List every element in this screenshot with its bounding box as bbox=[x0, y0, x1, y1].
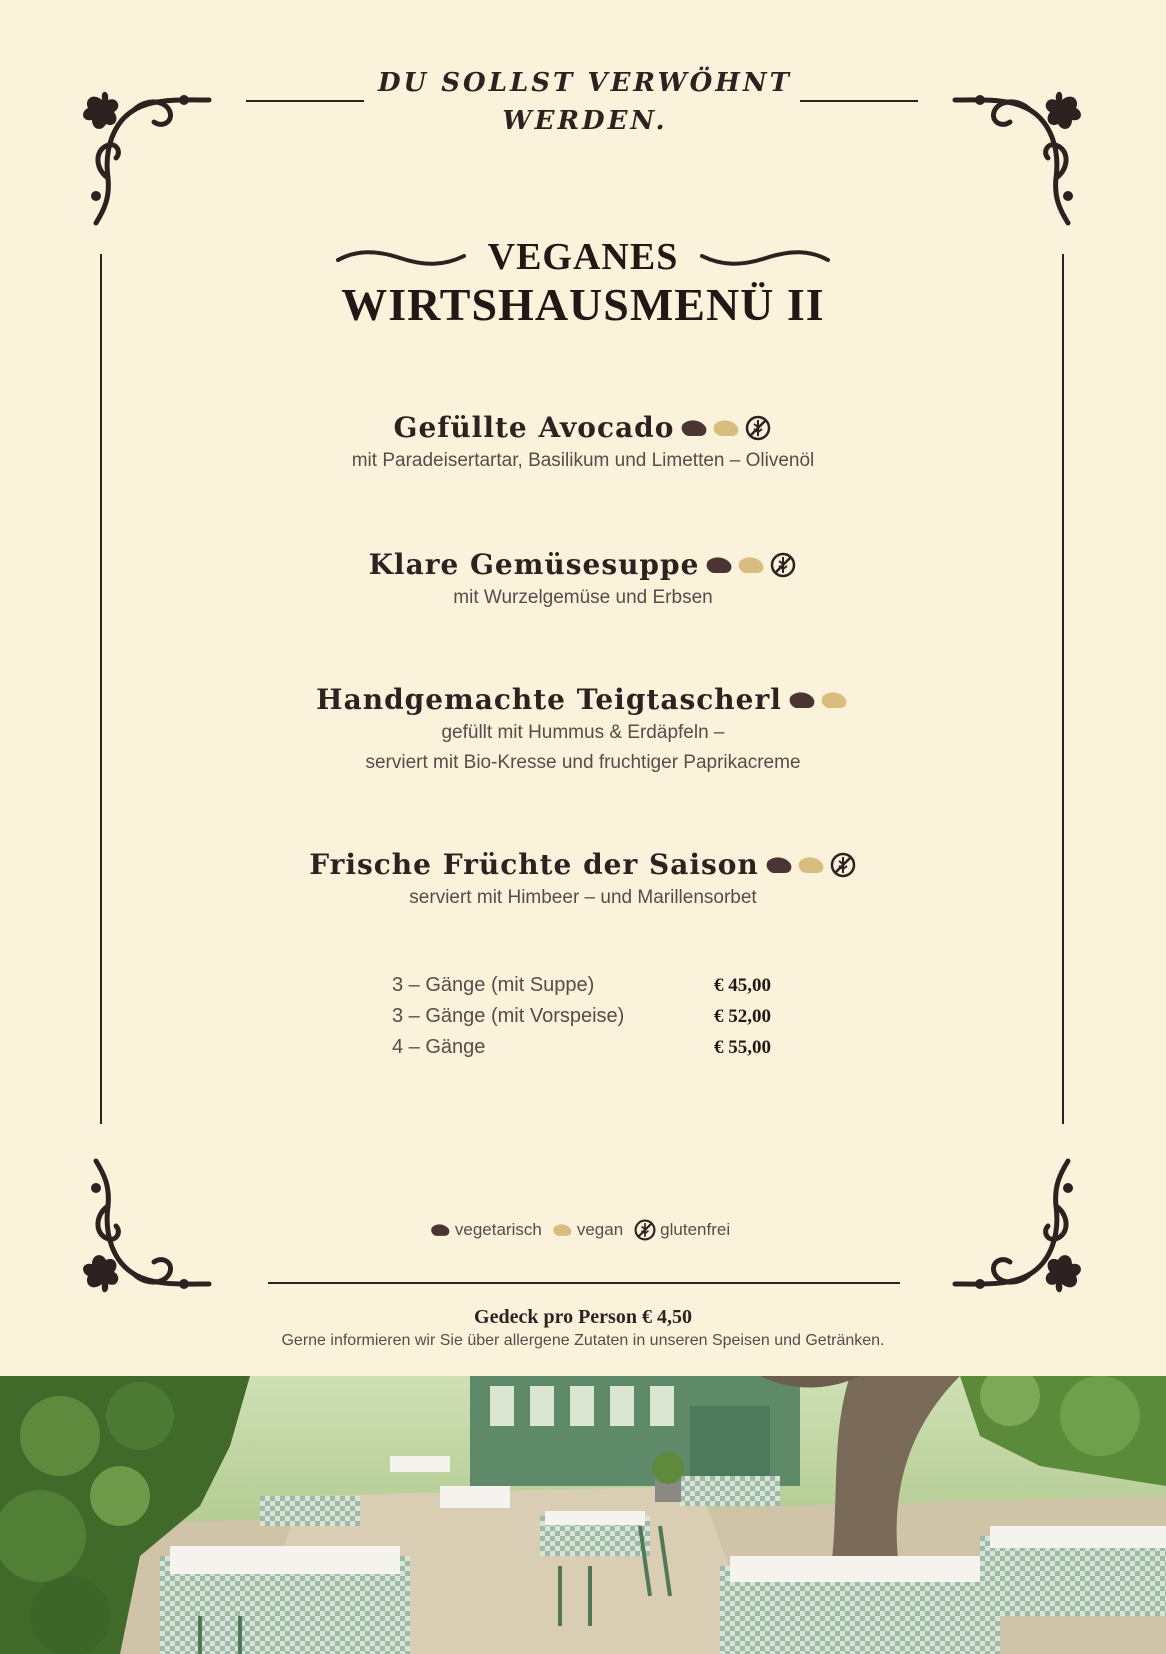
tagline-line-2: WERDEN. bbox=[502, 106, 668, 136]
tagline-rule-left bbox=[246, 100, 364, 102]
course-description-line-2: serviert mit Bio-Kresse und fruchtiger Paprikacreme bbox=[365, 752, 801, 773]
vegetarian-icon bbox=[430, 1221, 452, 1239]
course-item bbox=[200, 682, 966, 778]
vegan-icon bbox=[797, 853, 827, 877]
price-row bbox=[392, 970, 812, 1001]
course-item bbox=[200, 847, 966, 913]
garden-photo bbox=[0, 1376, 1166, 1654]
course-name: Klare Gemüsesuppe bbox=[368, 548, 700, 581]
diet-legend bbox=[300, 1218, 866, 1242]
menu-title bbox=[300, 236, 866, 332]
gluten-free-icon bbox=[744, 414, 772, 442]
menu-title-line-2: WIRTSHAUSMENÜ II bbox=[341, 279, 825, 330]
frame-line-right bbox=[1062, 254, 1064, 1124]
course-item bbox=[200, 547, 966, 613]
course-description: gefüllt mit Hummus & Erdäpfeln – bbox=[441, 722, 725, 743]
vegetarian-icon bbox=[680, 416, 710, 440]
gluten-free-icon bbox=[633, 1218, 657, 1242]
tagline bbox=[360, 64, 810, 140]
course-description: mit Wurzelgemüse und Erbsen bbox=[453, 587, 713, 608]
vegan-icon bbox=[820, 688, 850, 712]
vegetarian-icon bbox=[765, 853, 795, 877]
legend-gluten-free-label: glutenfrei bbox=[660, 1220, 731, 1239]
menu-title-line-1: VEGANES bbox=[487, 236, 679, 278]
vegan-icon bbox=[552, 1221, 574, 1239]
price-row bbox=[392, 1032, 812, 1063]
corner-ornament-top-right bbox=[940, 78, 1090, 228]
vegan-icon bbox=[737, 553, 767, 577]
corner-ornament-bottom-right bbox=[940, 1156, 1090, 1306]
price-value: € 45,00 bbox=[714, 974, 771, 996]
gluten-free-icon bbox=[769, 551, 797, 579]
vegetarian-icon bbox=[788, 688, 818, 712]
corner-ornament-top-left bbox=[74, 78, 224, 228]
course-name: Gefüllte Avocado bbox=[393, 411, 675, 444]
legend-vegetarian-label: vegetarisch bbox=[454, 1220, 542, 1239]
course-item bbox=[200, 410, 966, 476]
price-label: 4 – Gänge bbox=[392, 1036, 486, 1058]
cover-charge: Gedeck pro Person € 4,50 bbox=[474, 1306, 692, 1328]
course-name: Frische Früchte der Saison bbox=[309, 848, 759, 881]
legend-vegan-label: vegan bbox=[576, 1220, 624, 1239]
tagline-rule-right bbox=[800, 100, 918, 102]
price-label: 3 – Gänge (mit Suppe) bbox=[392, 974, 595, 996]
vegan-icon bbox=[712, 416, 742, 440]
course-description: serviert mit Himbeer – und Marillensorbet bbox=[409, 887, 757, 908]
footer-rule bbox=[268, 1282, 900, 1284]
gluten-free-icon bbox=[829, 851, 857, 879]
vegetarian-icon bbox=[705, 553, 735, 577]
course-description: mit Paradeisertartar, Basilikum und Limetten – Olivenöl bbox=[351, 450, 815, 471]
course-name: Handgemachte Teigtascherl bbox=[316, 683, 782, 716]
price-value: € 52,00 bbox=[714, 1005, 771, 1027]
price-list bbox=[392, 970, 812, 1063]
price-label: 3 – Gänge (mit Vorspeise) bbox=[392, 1005, 625, 1027]
tagline-line-1: DU SOLLST VERWÖHNT bbox=[378, 68, 792, 98]
price-value: € 55,00 bbox=[714, 1036, 771, 1058]
price-row bbox=[392, 1001, 812, 1032]
allergen-note: Gerne informieren wir Sie über allergene Zutaten in unseren Speisen und Getränken. bbox=[281, 1332, 885, 1349]
corner-ornament-bottom-left bbox=[74, 1156, 224, 1306]
frame-line-left bbox=[100, 254, 102, 1124]
